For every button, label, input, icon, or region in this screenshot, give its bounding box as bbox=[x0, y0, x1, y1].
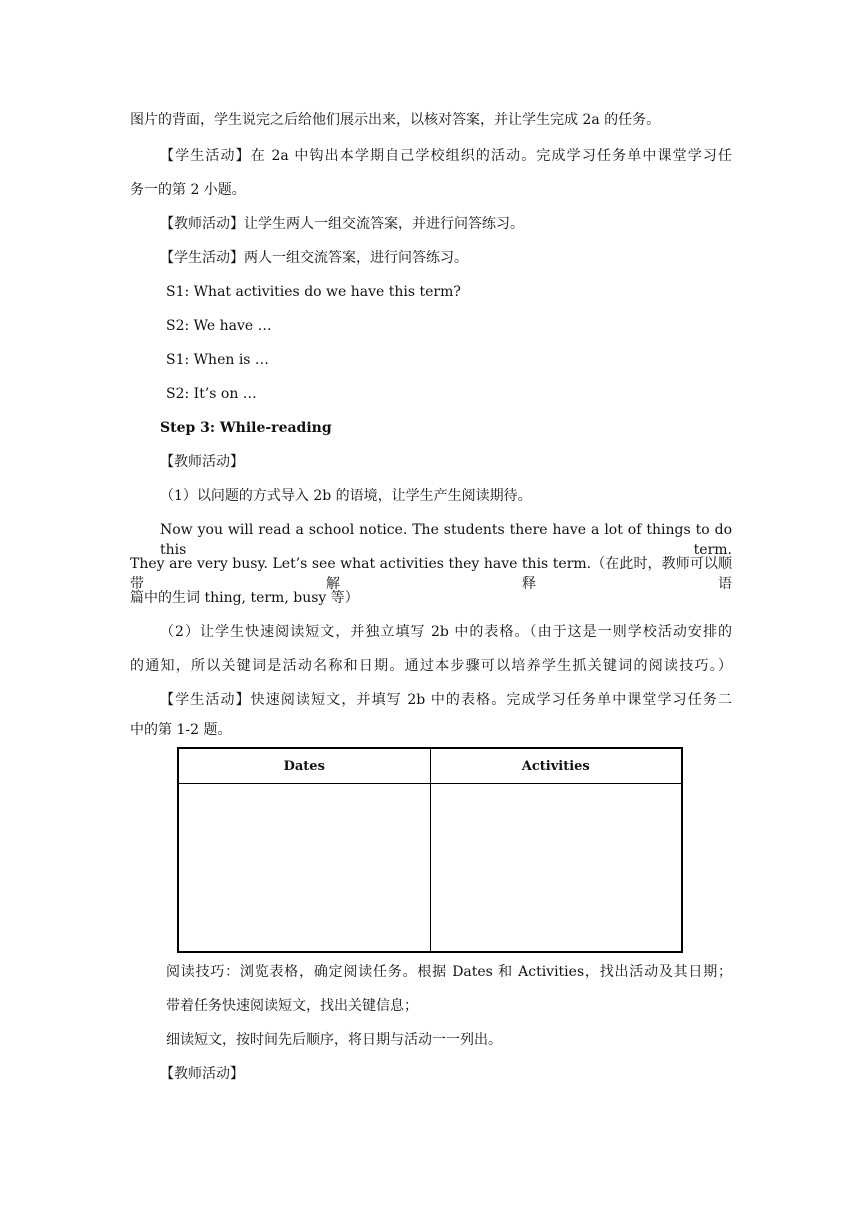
paragraph-line: 【学生活动】两人一组交流答案，进行问答练习。 bbox=[160, 250, 468, 266]
paragraph-line: 【学生活动】快速阅读短文，并填写 2b 中的表格。完成学习任务单中课堂学习任务二 bbox=[160, 692, 732, 708]
dialogue-line: S1: When is … bbox=[166, 352, 269, 368]
paragraph-line: They are very busy. Let’s see what activities they have this term.（在此时，教师可以顺带解释语 bbox=[130, 556, 732, 592]
table-cell-dates bbox=[178, 784, 430, 953]
step-heading: Step 3: While-reading bbox=[160, 420, 332, 436]
paragraph-line: 带着任务快速阅读短文，找出关键信息； bbox=[166, 998, 418, 1014]
paragraph-line: 【教师活动】让学生两人一组交流答案，并进行问答练习。 bbox=[160, 216, 524, 232]
paragraph-line: 阅读技巧：浏览表格，确定阅读任务。根据 Dates 和 Activities，找出活动及其日期； bbox=[166, 964, 732, 980]
paragraph-line: 图片的背面，学生说完之后给他们展示出来，以核对答案，并让学生完成 2a 的任务。 bbox=[130, 112, 661, 128]
paragraph-line: Now you will read a school notice. The students there have a lot of things to do this term. bbox=[160, 522, 732, 558]
paragraph-line: 细读短文，按时间先后顺序，将日期与活动一一列出。 bbox=[166, 1032, 502, 1048]
paragraph-line: 篇中的生词 thing, term, busy 等） bbox=[130, 590, 359, 606]
paragraph-line: 【教师活动】 bbox=[160, 1066, 244, 1082]
dialogue-line: S2: We have … bbox=[166, 318, 272, 334]
paragraph-line: 中的第 1-2 题。 bbox=[130, 722, 232, 738]
paragraph-line: 的通知，所以关键词是活动名称和日期。通过本步骤可以培养学生抓关键词的阅读技巧。） bbox=[130, 658, 732, 674]
paragraph-line: 【教师活动】 bbox=[160, 454, 244, 470]
dialogue-line: S1: What activities do we have this term? bbox=[166, 284, 461, 300]
dates-activities-table bbox=[177, 747, 683, 953]
dialogue-line: S2: It’s on … bbox=[166, 386, 257, 402]
paragraph-line: （1）以问题的方式导入 2b 的语境，让学生产生阅读期待。 bbox=[160, 488, 532, 504]
paragraph-line: 【学生活动】在 2a 中钩出本学期自己学校组织的活动。完成学习任务单中课堂学习任 bbox=[160, 148, 732, 164]
table-header-dates: Dates bbox=[178, 748, 430, 784]
table-cell-activities bbox=[430, 784, 682, 953]
paragraph-line: （2）让学生快速阅读短文，并独立填写 2b 中的表格。（由于这是一则学校活动安排的 bbox=[160, 624, 732, 640]
table-header-activities: Activities bbox=[430, 748, 682, 784]
paragraph-line: 务一的第 2 小题。 bbox=[130, 182, 246, 198]
